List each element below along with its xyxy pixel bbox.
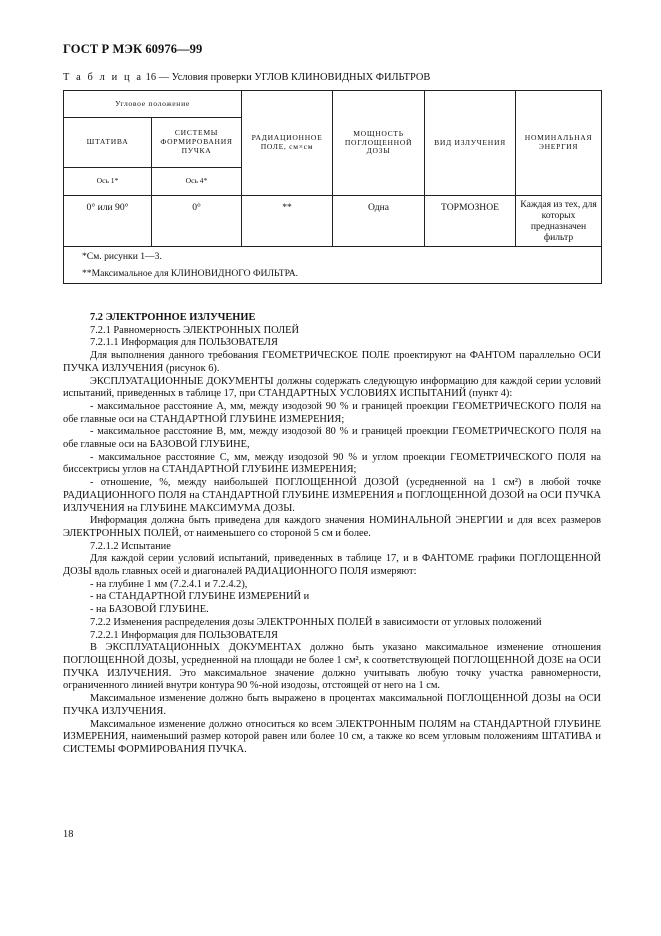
cell-system-angle: 0° [152,196,242,247]
cell-field: ** [242,196,333,247]
header-radiation-field: РАДИАЦИОННОЕ ПОЛЕ, см×см [242,91,333,196]
table-header-row-1 [64,91,602,118]
table-note-2: **Максимальное для КЛИНОВИДНОГО ФИЛЬТРА. [82,267,299,279]
table-note-1: *См. рисунки 1—3. [82,251,162,263]
table-caption-prefix: Т а б л и ц а [63,72,144,83]
page-header-standard-code: ГОСТ Р МЭК 60976—99 [63,42,203,56]
list-item: - на глубине 1 мм (7.2.4.1 и 7.2.4.2), [90,578,248,590]
table-row [64,196,602,247]
header-stand: ШТАТИВА [64,118,152,168]
list-item: - на БАЗОВОЙ ГЛУБИНЕ. [90,604,209,616]
header-radiation-type: ВИД ИЗЛУЧЕНИЯ [425,91,516,196]
paragraph: Для каждой серии условий испытаний, приведенных в таблице 17, и в ФАНТОМЕ графики ПОГЛОЩЕННОЙ ДОЗЫ вдоль главных осей и диагоналей РАДИАЦИОННОГО ПОЛЯ измеряют: [63,553,601,578]
body-text [63,312,601,757]
paragraph: В ЭКСПЛУАТАЦИОННЫХ ДОКУМЕНТАХ должно быть указано максимальное изменение отношения ПОГЛОЩЕННОЙ ДОЗЫ, усредненной на площади не более 1 см², к соответствующей ПОГЛОЩЕННОЙ ДОЗЕ на ОСИ ПУЧКА ИЗЛУЧЕНИЯ. Это максимальное значение должно учитывать любую точку участка равномерности, ограниченного линией внутри контура 90 %-ной изодозы, отстоящей от него на 1 см. [63,642,601,692]
header-angular-position: Угловое положение [64,91,242,118]
list-item: - максимальное расстояние В, мм, между изодозой 80 % и границей проекции ГЕОМЕТРИЧЕСКОГО ПОЛЯ на обе главные оси на БАЗОВОЙ ГЛУБИНЕ, [63,426,601,451]
table-caption-text: 16 — Условия проверки УГЛОВ КЛИНОВИДНЫХ ФИЛЬТРОВ [143,72,431,83]
list-item: - максимальное расстояние С, мм, между изодозой 90 % и углом проекции ГЕОМЕТРИЧЕСКОГО ПОЛЯ на биссектрисы углов на СТАНДАРТНОЙ ГЛУБИНЕ ИЗМЕРЕНИЯ; [63,451,601,476]
header-nominal-energy: НОМИНАЛЬНАЯ ЭНЕРГИЯ [516,91,602,196]
subsection-heading: 7.2.2 Изменения распределения дозы ЭЛЕКТРОННЫХ ПОЛЕЙ в зависимости от угловых положений [90,616,542,628]
list-item: - максимальное расстояние А, мм, между изодозой 90 % и границей проекции ГЕОМЕТРИЧЕСКОГО ПОЛЯ на обе главные оси на СТАНДАРТНОЙ ГЛУБИНЕ ИЗМЕРЕНИЯ; [63,400,601,425]
subsection-heading: 7.2.1.1 Информация для ПОЛЬЗОВАТЕЛЯ [90,337,278,349]
header-axis-1: Ось 1* [64,168,152,196]
header-axis-4: Ось 4* [152,168,242,196]
paragraph: Информация должна быть приведена для каждого значения НОМИНАЛЬНОЙ ЭНЕРГИИ и для всех размеров ЭЛЕКТРОННЫХ ПОЛЕЙ, от наименьшего со стороной 5 см и более. [63,515,601,539]
paragraph: Максимальное изменение должно быть выражено в процентах максимальной ПОГЛОЩЕННОЙ ДОЗЫ на ОСИ ПУЧКА ИЗЛУЧЕНИЯ. [63,693,601,717]
header-absorbed-dose-rate: МОЩНОСТЬ ПОГЛОЩЕННОЙ ДОЗЫ [333,91,425,196]
paragraph: Для выполнения данного требования ГЕОМЕТРИЧЕСКОЕ ПОЛЕ проектируют на ФАНТОМ параллельно ОСИ ПУЧКА ИЗЛУЧЕНИЯ (рисунок 6). [63,350,601,374]
list-item: - на СТАНДАРТНОЙ ГЛУБИНЕ ИЗМЕРЕНИЙ и [90,591,310,603]
section-heading: 7.2 ЭЛЕКТРОННОЕ ИЗЛУЧЕНИЕ [90,312,256,323]
header-beam-system: СИСТЕМЫ ФОРМИРОВАНИЯ ПУЧКА [152,118,242,168]
page-number: 18 [63,829,74,840]
cell-radiation-type: ТОРМОЗНОЕ [425,196,516,247]
cell-stand-angle: 0° или 90° [64,196,152,247]
list-item: - отношение, %, между наибольшей ПОГЛОЩЕННОЙ ДОЗОЙ (усредненной на 1 см²) в любой точке РАДИАЦИОННОГО ПОЛЯ на СТАНДАРТНОЙ ГЛУБИНЕ ИЗМЕРЕНИЯ и ПОГЛОЩЕННОЙ ДОЗОЙ на ОСИ ПУЧКА ИЗЛУЧЕНИЯ на ГЛУБИНЕ МАКСИМУМА ДОЗЫ. [63,477,601,514]
subsection-heading: 7.2.1.2 Испытание [90,540,171,552]
table-caption [63,72,430,83]
paragraph: ЭКСПЛУАТАЦИОННЫЕ ДОКУМЕНТЫ должны содержать следующую информацию для каждой серии условий испытаний, приведенных в таблице 17, при СТАНДАРТНЫХ УСЛОВИЯХ ИСПЫТАНИЙ (пункт 4): [63,375,601,400]
wedge-filter-test-table [63,90,602,284]
subsection-heading: 7.2.1 Равномерность ЭЛЕКТРОННЫХ ПОЛЕЙ [90,324,299,336]
subsection-heading: 7.2.2.1 Информация для ПОЛЬЗОВАТЕЛЯ [90,629,278,641]
table-notes [64,247,602,284]
paragraph: Максимальное изменение должно относиться ко всем ЭЛЕКТРОННЫМ ПОЛЯМ на СТАНДАРТНОЙ ГЛУБИНЕ ИЗМЕРЕНИЯ, наименьший размер которой равен или более 10 см, а также ко всем угловым положениям ШТАТИВА и СИСТЕМЫ ФОРМИРОВАНИЯ ПУЧКА. [63,718,601,755]
cell-nominal-energy: Каждая из тех, для которых предназначен фильтр [516,196,602,247]
table-notes-row [64,247,602,284]
cell-dose-rate: Одна [333,196,425,247]
